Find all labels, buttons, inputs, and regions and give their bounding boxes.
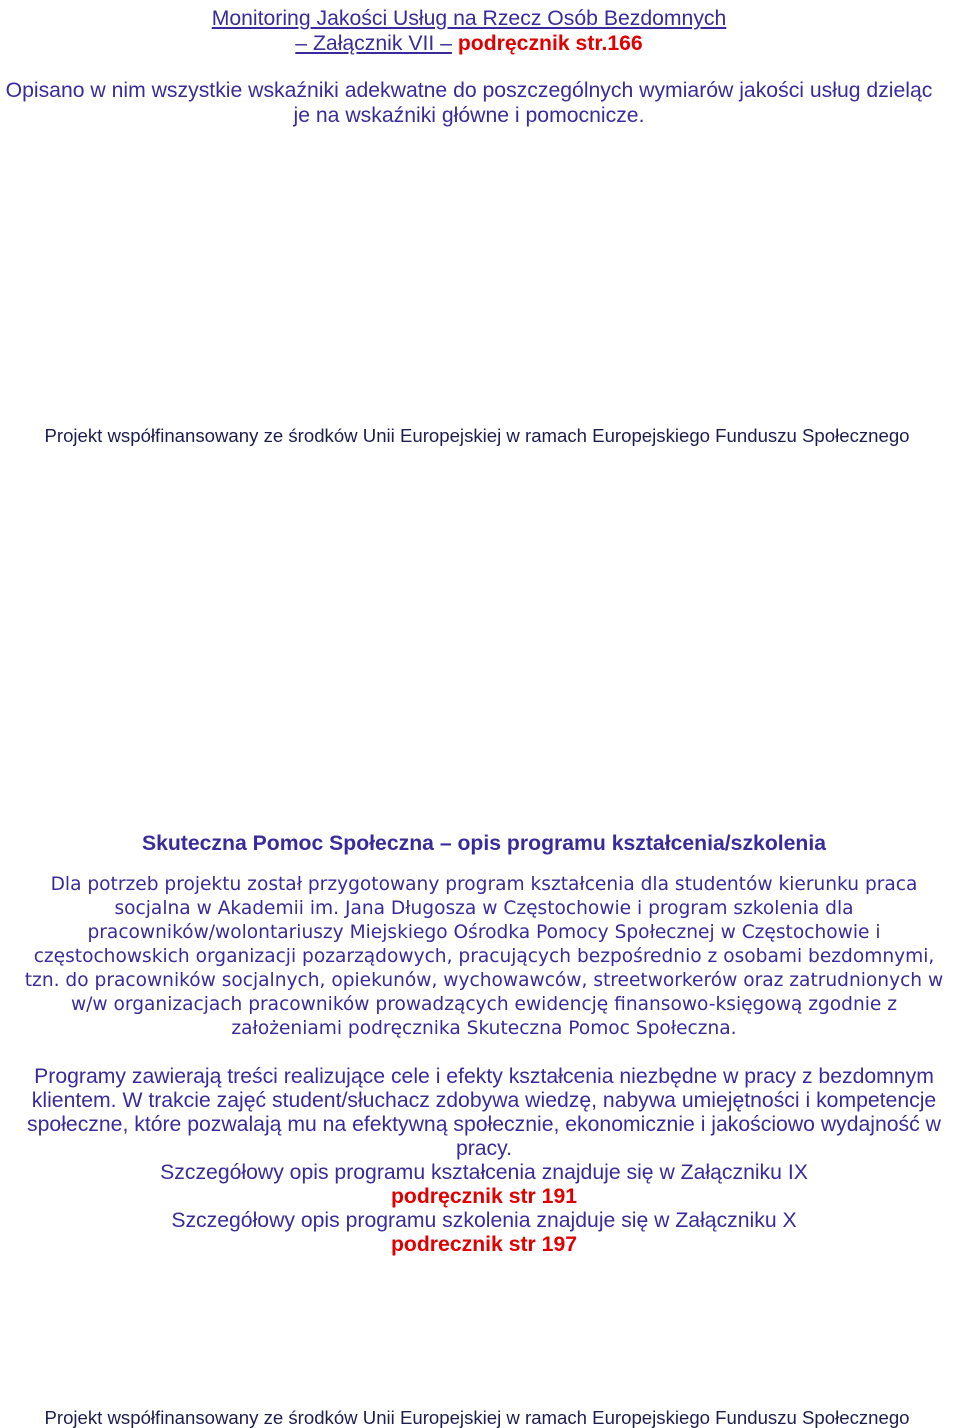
description-line: założeniami podręcznika Skuteczna Pomoc Społeczna. xyxy=(231,1018,737,1039)
title-line-2 xyxy=(0,31,938,56)
handbook-page-reference: podręcznik str.166 xyxy=(457,32,643,55)
intro-line: Opisano w nim wszystkie wskaźniki adekwatne do poszczególnych wymiarów jakości usług dzieląc xyxy=(5,79,933,102)
content-line: klientem. W trakcie zajęć student/słuchacz zdobywa wiedzę, nabywa umiejętności i kompetencje xyxy=(31,1089,937,1112)
curriculum-page-reference: podręcznik str 191 xyxy=(390,1185,578,1208)
description-line: Dla potrzeb projektu został przygotowany program kształcenia dla studentów kierunku praca xyxy=(50,874,918,895)
training-reference-line: Szczegółowy opis programu szkolenia znajduje się w Załączniku X xyxy=(171,1209,797,1232)
program-content-paragraph xyxy=(8,1065,960,1257)
title-line-1[interactable] xyxy=(0,6,938,31)
description-line: pracowników/wolontariuszy Miejskiego Ośrodka Pomocy Społecznej w Częstochowie i xyxy=(87,922,881,943)
page-1 xyxy=(0,0,960,460)
eu-cofinancing-note: Projekt współfinansowany ze środków Unii Europejskiej w ramach Europejskiego Funduszu Społecznego xyxy=(44,1407,910,1428)
intro-paragraph xyxy=(0,78,938,128)
section-heading xyxy=(8,832,960,856)
program-description-paragraph xyxy=(8,873,960,1041)
description-line: socjalna w Akademii im. Jana Długosza w Częstochowie i program szkolenia dla xyxy=(114,898,854,919)
document-title xyxy=(0,6,938,56)
description-line: tzn. do pracowników socjalnych, opiekunów, wychowawców, streetworkerów oraz zatrudnionych w xyxy=(24,970,944,991)
section-heading-text: Skuteczna Pomoc Społeczna – opis programu kształcenia/szkolenia xyxy=(141,832,827,855)
content-line: pracy. xyxy=(455,1137,513,1160)
page-footer xyxy=(0,1408,954,1428)
annex-link[interactable]: – Załącznik VII – xyxy=(295,32,452,55)
description-line: w/w organizacjach pracowników prowadzących ewidencję finansowo-księgową zgodnie z xyxy=(70,994,898,1015)
eu-cofinancing-note: Projekt współfinansowany ze środków Unii Europejskiej w ramach Europejskiego Funduszu Społecznego xyxy=(44,425,910,446)
content-line: społeczne, które pozwalają mu na efektywną społecznie, ekonomicznie i jakościowo wydajność w xyxy=(27,1113,941,1136)
training-page-reference: podrecznik str 197 xyxy=(390,1233,578,1256)
title-link[interactable]: Monitoring Jakości Usług na Rzecz Osób Bezdomnych xyxy=(211,7,727,30)
page-footer xyxy=(0,425,954,447)
curriculum-reference-line: Szczegółowy opis programu kształcenia znajduje się w Załączniku IX xyxy=(160,1161,808,1184)
content-line: Programy zawierają treści realizujące cele i efekty kształcenia niezbędne w pracy z bezdomnym xyxy=(34,1065,934,1088)
intro-line: je na wskaźniki główne i pomocnicze. xyxy=(293,104,645,127)
description-line: częstochowskich organizacji pozarządowych, pracujących bezpośrednio z osobami bezdomnymi, xyxy=(33,946,935,967)
